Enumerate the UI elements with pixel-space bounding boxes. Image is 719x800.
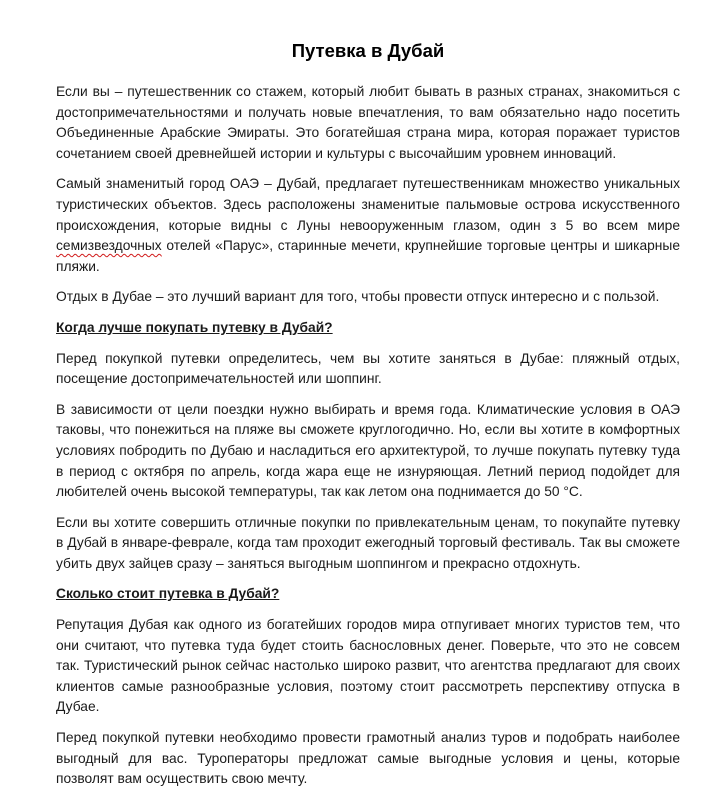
misspelled-word[interactable]: семизвездочных <box>56 238 162 254</box>
paragraph-season: В зависимости от цели поездки нужно выбирать и время года. Климатические условия в ОАЭ таковы, что понежиться на пляже вы сможете круглогодично. Но, если вы хотите в комфортных условиях побродить по Дубаю и насладиться его архитектурой, то лучше покупать путевку туда в период с октября по апрель, когда жара еще не изнуряющая. Летний период подойдет для любителей очень высокой температуры, так как летом она поднимается до 50 °С. <box>56 401 680 500</box>
paragraph-vacation: Отдых в Дубае – это лучший вариант для того, чтобы провести отпуск интересно и с пользой. <box>56 289 660 305</box>
document-title: Путевка в Дубай <box>291 40 445 61</box>
paragraph-text: отелей «Парус», старинные мечети, крупнейшие торговые центры и шикарные пляжи. <box>56 238 680 274</box>
paragraph-analysis: Перед покупкой путевки необходимо провести грамотный анализ туров и подобрать наиболее выгодный для вас. Туроператоры предложат самые выгодные условия и цены, которые позволят вам осуществить свою мечту. <box>56 730 680 787</box>
section-heading-cost: Сколько стоит путевка в Дубай? <box>56 586 280 602</box>
paragraph-reputation: Репутация Дубая как одного из богатейших городов мира отпугивает многих туристов тем, что они считают, что путевка туда будет стоить баснословных денег. Поверьте, что это не совсем так. Туристический рынок сейчас настолько широко развит, что агентства предлагают для своих клиентов самые разнообразные условия, поэтому стоит рассмотреть перспективу отпуска в Дубае. <box>56 617 680 715</box>
paragraph-text: Самый знаменитый город ОАЭ – Дубай, предлагает путешественникам множество уникальных туристических объектов. Здесь расположены знаменитые пальмовые острова искусственного происхождения, которые видны с Луны невооруженным глазом, один з 5 во всем мире <box>56 176 680 233</box>
section-heading-when-to-buy: Когда лучше покупать путевку в Дубай? <box>56 319 333 335</box>
paragraph-dubai-attractions <box>56 174 680 277</box>
document-page <box>56 38 680 800</box>
paragraph-intro: Если вы – путешественник со стажем, который любит бывать в разных странах, знакомиться с достопримечательностями и получать новые впечатления, то вам обязательно надо посетить Объединенные Арабские Эмираты. Это богатейшая страна мира, которая поражает туристов сочетанием своей древнейшей истории и культуры с высочайшим уровнем инноваций. <box>56 84 680 161</box>
paragraph-shopping: Если вы хотите совершить отличные покупки по привлекательным ценам, то покупайте путевку в Дубай в январе-феврале, когда там проходит ежегодный торговый фестиваль. Так вы сможете убить двух зайцев сразу – заняться выгодным шоппингом и прекрасно отдохнуть. <box>56 514 680 571</box>
paragraph-decide-goal: Перед покупкой путевки определитесь, чем вы хотите заняться в Дубае: пляжный отдых, посещение достопримечательностей или шоппинг. <box>56 350 680 387</box>
